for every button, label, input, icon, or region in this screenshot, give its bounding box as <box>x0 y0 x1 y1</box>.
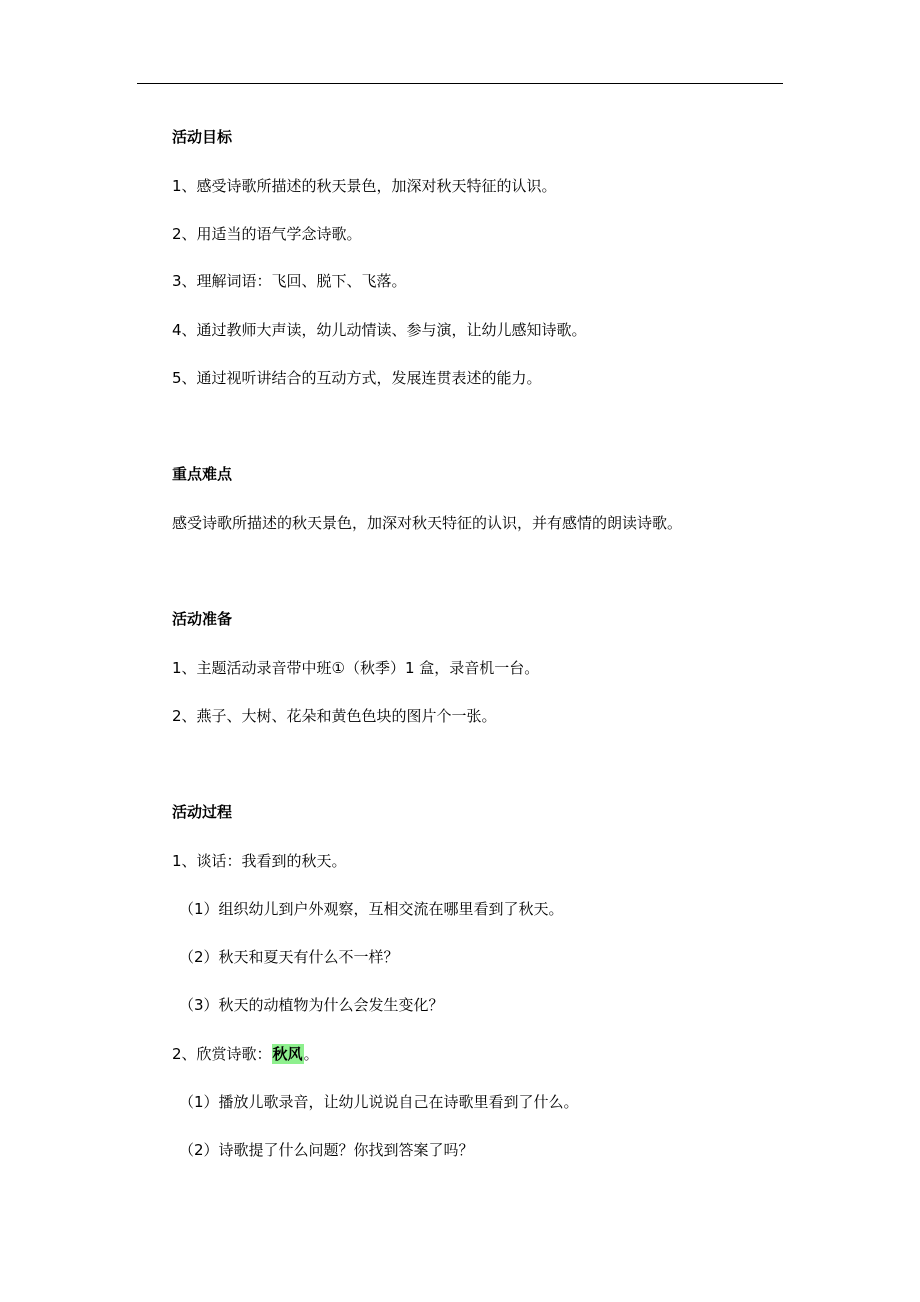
key-points-text: 感受诗歌所描述的秋天景色，加深对秋天特征的认识，并有感情的朗读诗歌。 <box>172 514 683 532</box>
process-step-1-sub-2: （2）秋天和夏天有什么不一样？ <box>179 948 399 966</box>
header-divider <box>137 83 783 84</box>
process-step-2-sub-1: （1）播放儿歌录音，让幼儿说说自己在诗歌里看到了什么。 <box>179 1093 579 1111</box>
process-step-1-sub-3: （3）秋天的动植物为什么会发生变化？ <box>179 996 444 1014</box>
process-heading: 活动过程 <box>172 803 233 821</box>
process-step-2 <box>172 1044 319 1064</box>
goal-item-2: 2、用适当的语气学念诗歌。 <box>172 225 362 243</box>
poem-title-highlight: 秋风 <box>272 1045 303 1063</box>
key-points-heading: 重点难点 <box>172 465 233 483</box>
goals-heading: 活动目标 <box>172 128 233 146</box>
goal-item-4: 4、通过教师大声读，幼儿动情读、参与演，让幼儿感知诗歌。 <box>172 321 587 339</box>
preparation-heading: 活动准备 <box>172 610 233 628</box>
process-step-1-sub-1: （1）组织幼儿到户外观察，互相交流在哪里看到了秋天。 <box>179 900 564 918</box>
process-step-2-prefix: 2、欣赏诗歌： <box>172 1045 272 1063</box>
goal-item-3: 3、理解词语：飞回、脱下、飞落。 <box>172 272 407 290</box>
process-step-1: 1、谈话：我看到的秋天。 <box>172 852 347 870</box>
process-step-2-suffix: 。 <box>303 1045 319 1063</box>
preparation-item-1: 1、主题活动录音带中班①（秋季）1 盒，录音机一台。 <box>172 659 540 677</box>
goal-item-5: 5、通过视听讲结合的互动方式，发展连贯表述的能力。 <box>172 369 542 387</box>
goal-item-1: 1、感受诗歌所描述的秋天景色，加深对秋天特征的认识。 <box>172 177 557 195</box>
process-step-2-sub-2: （2）诗歌提了什么问题？你找到答案了吗？ <box>179 1141 474 1159</box>
preparation-item-2: 2、燕子、大树、花朵和黄色色块的图片个一张。 <box>172 707 497 725</box>
